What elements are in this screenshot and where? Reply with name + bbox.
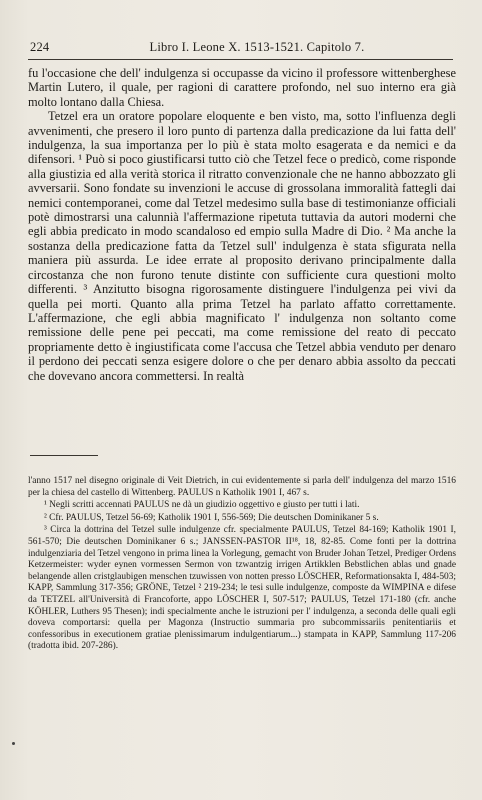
footnotes [28,476,456,654]
main-text [28,66,456,383]
footnote-2: ² Cfr. PAULUS, Tetzel 56-69; Katholik 1901 I, 556-569; Die deutschen Dominikaner 5 s. [44,512,379,523]
paragraph-1: fu l'occasione che dell' indulgenza si occupasse da vicino il professore wittenberghese Martin Lutero, il quale, per ragioni di carattere profondo, nel suo interno era già molto lontano dalla Chiesa. [28,66,456,109]
footnote-1: ¹ Negli scritti accennati PAULUS ne dà un giudizio oggettivo e giusto per tutti i lati. [44,500,360,511]
running-header [22,40,458,60]
footnote-3: ³ Circa la dottrina del Tetzel sulle indulgenze cfr. specialmente PAULUS, Tetzel 84-169; Katholik 1901 I, 561-570; Die deutschen Dominikaner 6 s.; JANSSEN-PASTOR II¹⁸, 18, 82-85. Come fonti per la dottrina indulgenziaria del Tetzel vengono in prima linea la Vorlegung, gemacht von Bruder Johan Tetzel, Prediger Ordens Ketzermeister: wyder eynen vormessen Sermon von tzwantzig irrigen Artikklen Bebstlichen ablas und gnade belangende allen cristglaubigen menschen tzuwissen von notten presso LÖSCHER, Reformationsakta I, 484-503; KAPP, Sammlung 317-356; GRÖNE, Tetzel ² 219-234; le tesi sulle indulgenze, composte da WIMPINA e difese da TETZEL all'Università di Francoforte, appo LÖSCHER I, 507-517; PAULUS, Tetzel 171-180 (cfr. anche KÖHLER, Luthers 95 Thesen); indi specialmente anche le istruzioni per l' indulgenza, a seconda delle quali egli doveva comportarsi: quella per Magonza (Instructio summaria pro subcommissariis penitentiariis et confessoribus in executionem gratiae plenissimarum indulgentiarum...) stampata in KAPP, Sammlung 117-206 (tradotta ibid. 207-286). [28,525,456,652]
footnote-continued: l'anno 1517 nel disegno originale di Veit Dietrich, in cui evidentemente si parla dell' indulgenza del marzo 1516 per la chiesa del castello di Wittenberg. PAULUS n Katholik 1901 I, 467 s. [28,476,456,498]
margin-mark [12,742,15,745]
running-title: Libro I. Leone X. 1513-1521. Capitolo 7. [149,40,365,54]
paragraph-2: Tetzel era un oratore popolare eloquente e ben visto, ma, sotto l'influenza degli avvenimenti, che presero il loro punto di partenza dalla predicazione da lui fatta dell' indulgenza, la sua importanza per lo più è stata molto esagerata e da nemici e da difensori. ¹ Può si poco giustificarsi tutto ciò che Tetzel fece o predicò, come risponde alla giustizia ed alla verità storica il ritratto convenzionale che ne hanno abbozzato gli avversarii. Sono fondate su invenzioni le accuse di grossolana immoralità fattegli dai nemici contemporanei, come dal Tetzel medesimo sulla base di testimonianze officiali potè dimostrarsi una calunnià l'affermazione ripetuta tuttavia da autori moderni che egli abbia predicato in modo scandaloso ed empio sulla Madre di Dio. ² Ma anche la sostanza della predicazione fatta da Tetzel sull' indulgenza è stata sfigurata nella maniera più assurda. Le idee errate al proposito derivano principalmente dalla circostanza che non furono tenute distinte con sufficiente cura questioni molto differenti. ³ Anzitutto bisogna rigorosamente distinguere l'indulgenza pei vivi da quella pei morti. Quanto alla prima Tetzel ha parlato affatto correttamente. L'affermazione, che egli abbia magnificato l' indulgenza non soltanto come remissione delle pene pei peccati, ma come remissione del reato di peccato propriamente detto è ingiustificata come l'accusa che Tetzel abbia venduto per denaro il perdono dei peccati senza esigere dolore o che per denaro abbia assolto da peccati che dovevano ancora commettersi. In realtà [28,109,456,383]
page-number: 224 [30,40,50,54]
footnote-separator [30,455,98,456]
header-rule [28,59,453,60]
